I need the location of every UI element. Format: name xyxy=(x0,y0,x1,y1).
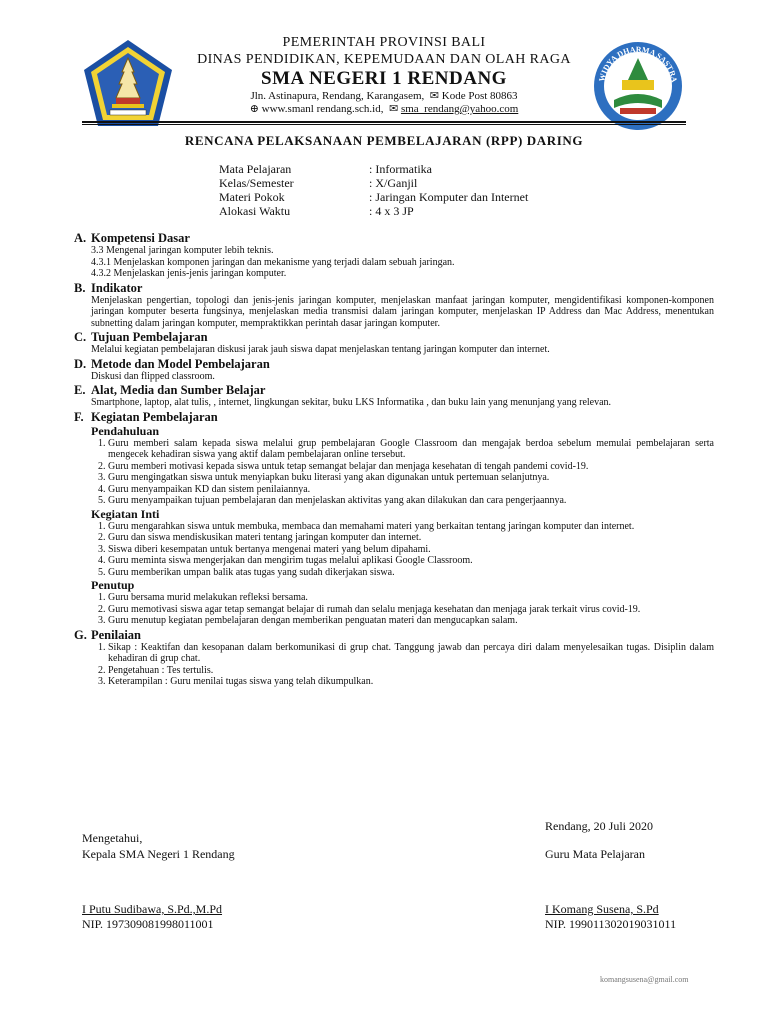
meta-row-class xyxy=(219,176,528,190)
section-letter: D. xyxy=(74,356,87,371)
section-letter: G. xyxy=(74,627,87,642)
acknowledged-label: Mengetahui, xyxy=(82,831,143,845)
subheading-penutup: Penutup xyxy=(91,578,135,592)
indicator-text: Menjelaskan pengertian, topologi dan jenis-jenis jaringan komputer, menjelaskan manfaat jaringan komputer, mengidentifikasi komponen-komponen jaringan komputer beserta fungsinya, menjelaskan media transmisi dalam jaringan komputer, menjelaskan IP Address dan Mac Address, menentukan subnetting dalam jaringan komputer, mempraktikkan perintah dasar jaringan komputer. xyxy=(91,294,714,329)
principal-role: Kepala SMA Negeri 1 Rendang xyxy=(82,847,235,861)
section-heading-a xyxy=(74,231,714,245)
section-heading-f xyxy=(74,410,714,424)
place-date: Rendang, 20 Juli 2020 xyxy=(545,819,653,833)
list-item: 2. Guru memberi motivasi kepada siswa untuk tetap semangat belajar dan menjaga kesehatan di tengah pandemi covid-19. xyxy=(108,461,714,473)
website-text: www.smanl rendang.sch.id, xyxy=(261,103,384,115)
list-item: 2. Guru dan siswa mendiskusikan materi tentang jaringan komputer dan internet. xyxy=(108,532,714,544)
penutup-list xyxy=(74,592,714,627)
meta-value: : Informatika xyxy=(369,162,432,176)
principal-name: I Putu Sudibawa, S.Pd.,M.Pd xyxy=(82,902,223,916)
method-text: Diskusi dan flipped classroom. xyxy=(91,370,215,382)
section-title: Kegiatan Pembelajaran xyxy=(91,409,218,424)
section-heading-g xyxy=(74,628,714,642)
section-title: Penilaian xyxy=(91,627,142,642)
meta-label: Mata Pelajaran xyxy=(219,162,292,176)
school-logo-text: WIDYA DHARMA SASTRA xyxy=(597,44,679,84)
school-logo xyxy=(592,40,684,132)
list-item: 2. Pengetahuan : Tes tertulis. xyxy=(108,665,714,677)
list-item: 3. Guru menutup kegiatan pembelajaran dengan memberikan penguatan materi dan mengucapkan salam. xyxy=(108,615,714,627)
email-link[interactable]: sma_rendang@yahoo.com xyxy=(400,103,519,115)
agency-line: DINAS PENDIDIKAN, KEPEMUDAAN DAN OLAH RAGA xyxy=(197,52,571,67)
objective-text: Melalui kegiatan pembelajaran diskusi jarak jauh siswa dapat menjelaskan tentang jaringan komputer dan internet. xyxy=(91,344,550,355)
postcode-text: Kode Post 80863 xyxy=(441,90,518,102)
section-title: Kompetensi Dasar xyxy=(91,231,190,245)
teacher-name: I Komang Susena, S.Pd xyxy=(545,902,659,916)
meta-value: : 4 x 3 JP xyxy=(369,204,414,218)
subheading-inti: Kegiatan Inti xyxy=(91,506,160,521)
pendahuluan-list xyxy=(74,438,714,507)
kd-item: 4.3.1 Menjelaskan komponen jaringan dan mekanisme yang terjadi dalam sebuah jaringan. xyxy=(91,256,455,268)
document-body xyxy=(74,230,714,688)
list-item: 1. Sikap : Keaktifan dan kesopanan dalam berkomunikasi di grup chat. Tanggung jawab dan percaya diri dalam menyelesaikan tugas. Disiplin dalam kehadiran di grup chat. xyxy=(108,642,714,665)
meta-row-time xyxy=(219,204,528,218)
list-item: 3. Keterampilan : Guru menilai tugas siswa yang telah dikumpulkan. xyxy=(108,676,714,688)
section-title: Alat, Media dan Sumber Belajar xyxy=(91,383,266,397)
assessment-list xyxy=(74,642,714,688)
list-item: 1. Guru mengarahkan siswa untuk membuka, membaca dan memahami materi yang berkaitan tentang jaringan komputer dan internet. xyxy=(108,521,714,533)
section-heading-c xyxy=(74,330,714,344)
meta-label: Kelas/Semester xyxy=(219,176,294,190)
list-item: 3. Guru mengingatkan siswa untuk menyiapkan buku literasi yang akan digunakan untuk pertemuan selanjutnya. xyxy=(108,472,714,484)
list-item: 2. Guru memotivasi siswa agar tetap semangat belajar di rumah dan selalu menjaga kesehatan dan menjaga jarak terkait virus covid-19. xyxy=(108,604,714,616)
list-item: 1. Guru bersama murid melakukan refleksi bersama. xyxy=(108,592,714,604)
header-rule-thick xyxy=(82,121,686,123)
list-item: 5. Guru menyampaikan tujuan pembelajaran dan menjelaskan aktivitas yang akan dilakukan dan cara pengerjaannya. xyxy=(108,495,714,507)
meta-row-subject xyxy=(219,162,528,176)
section-heading-e xyxy=(74,383,714,397)
media-text: Smartphone, laptop, alat tulis, , internet, lingkungan sekitar, buku LKS Informatika , dan buku lain yang menunjang yang relevan. xyxy=(91,397,612,408)
section-title: Tujuan Pembelajaran xyxy=(91,330,208,344)
kd-item: 3.3 Mengenal jaringan komputer lebih teknis. xyxy=(91,245,274,256)
section-letter: A. xyxy=(74,231,87,245)
kd-item: 4.3.2 Menjelaskan jenis-jenis jaringan komputer. xyxy=(91,268,287,279)
school-name: SMA NEGERI 1 RENDANG xyxy=(261,68,507,89)
gov-line: PEMERINTAH PROVINSI BALI xyxy=(282,35,486,50)
meta-label: Alokasi Waktu xyxy=(219,204,291,218)
meta-label: Materi Pokok xyxy=(219,190,285,204)
section-letter: C. xyxy=(74,330,87,344)
footer-email: komangsusena@gmail.com xyxy=(600,975,689,984)
teacher-role: Guru Mata Pelajaran xyxy=(545,847,645,861)
meta-value: : X/Ganjil xyxy=(369,176,418,190)
list-item: 1. Guru memberi salam kepada siswa melalui grup pembelajaran Google Classroom dan mengajak berdoa sebelum memulai pembelajaran serta mengecek kehadiran siswa yang aktif dalam pembelajaran online tersebut. xyxy=(108,438,714,461)
teacher-nip: NIP. 199011302019031011 xyxy=(545,917,677,931)
meta-value: : Jaringan Komputer dan Internet xyxy=(369,190,529,204)
address-text: Jln. Astinapura, Rendang, Karangasem, xyxy=(250,90,425,102)
section-heading-d xyxy=(74,357,714,371)
inti-list xyxy=(74,521,714,579)
section-heading-b xyxy=(74,281,714,295)
section-letter: F. xyxy=(74,409,84,424)
meta-row-topic xyxy=(219,190,528,204)
section-letter: E. xyxy=(74,383,86,397)
list-item: 3. Siswa diberi kesempatan untuk bertanya mengenai materi yang belum dipahami. xyxy=(108,544,714,556)
document-title: RENCANA PELAKSANAAN PEMBELAJARAN (RPP) DARING xyxy=(184,133,584,148)
principal-nip: NIP. 197309081998011001 xyxy=(82,917,214,931)
section-title: Metode dan Model Pembelajaran xyxy=(91,356,270,371)
section-letter: B. xyxy=(74,280,86,295)
section-title: Indikator xyxy=(91,280,143,295)
list-item: 5. Guru memberikan umpan balik atas tugas yang sudah dikerjakan siswa. xyxy=(108,567,714,579)
envelope-icon: ✉ xyxy=(429,90,439,102)
globe-icon: ⊕ xyxy=(249,103,259,115)
header-rule-thin xyxy=(82,124,686,125)
mail-icon: ✉ xyxy=(388,103,399,115)
list-item: 4. Guru meminta siswa mengerjakan dan mengirim tugas melalui aplikasi Google Classroom. xyxy=(108,555,714,567)
subheading-pendahuluan: Pendahuluan xyxy=(91,423,160,438)
list-item: 4. Guru menyampaikan KD dan sistem penilaiannya. xyxy=(108,484,714,496)
lesson-meta xyxy=(219,162,528,218)
